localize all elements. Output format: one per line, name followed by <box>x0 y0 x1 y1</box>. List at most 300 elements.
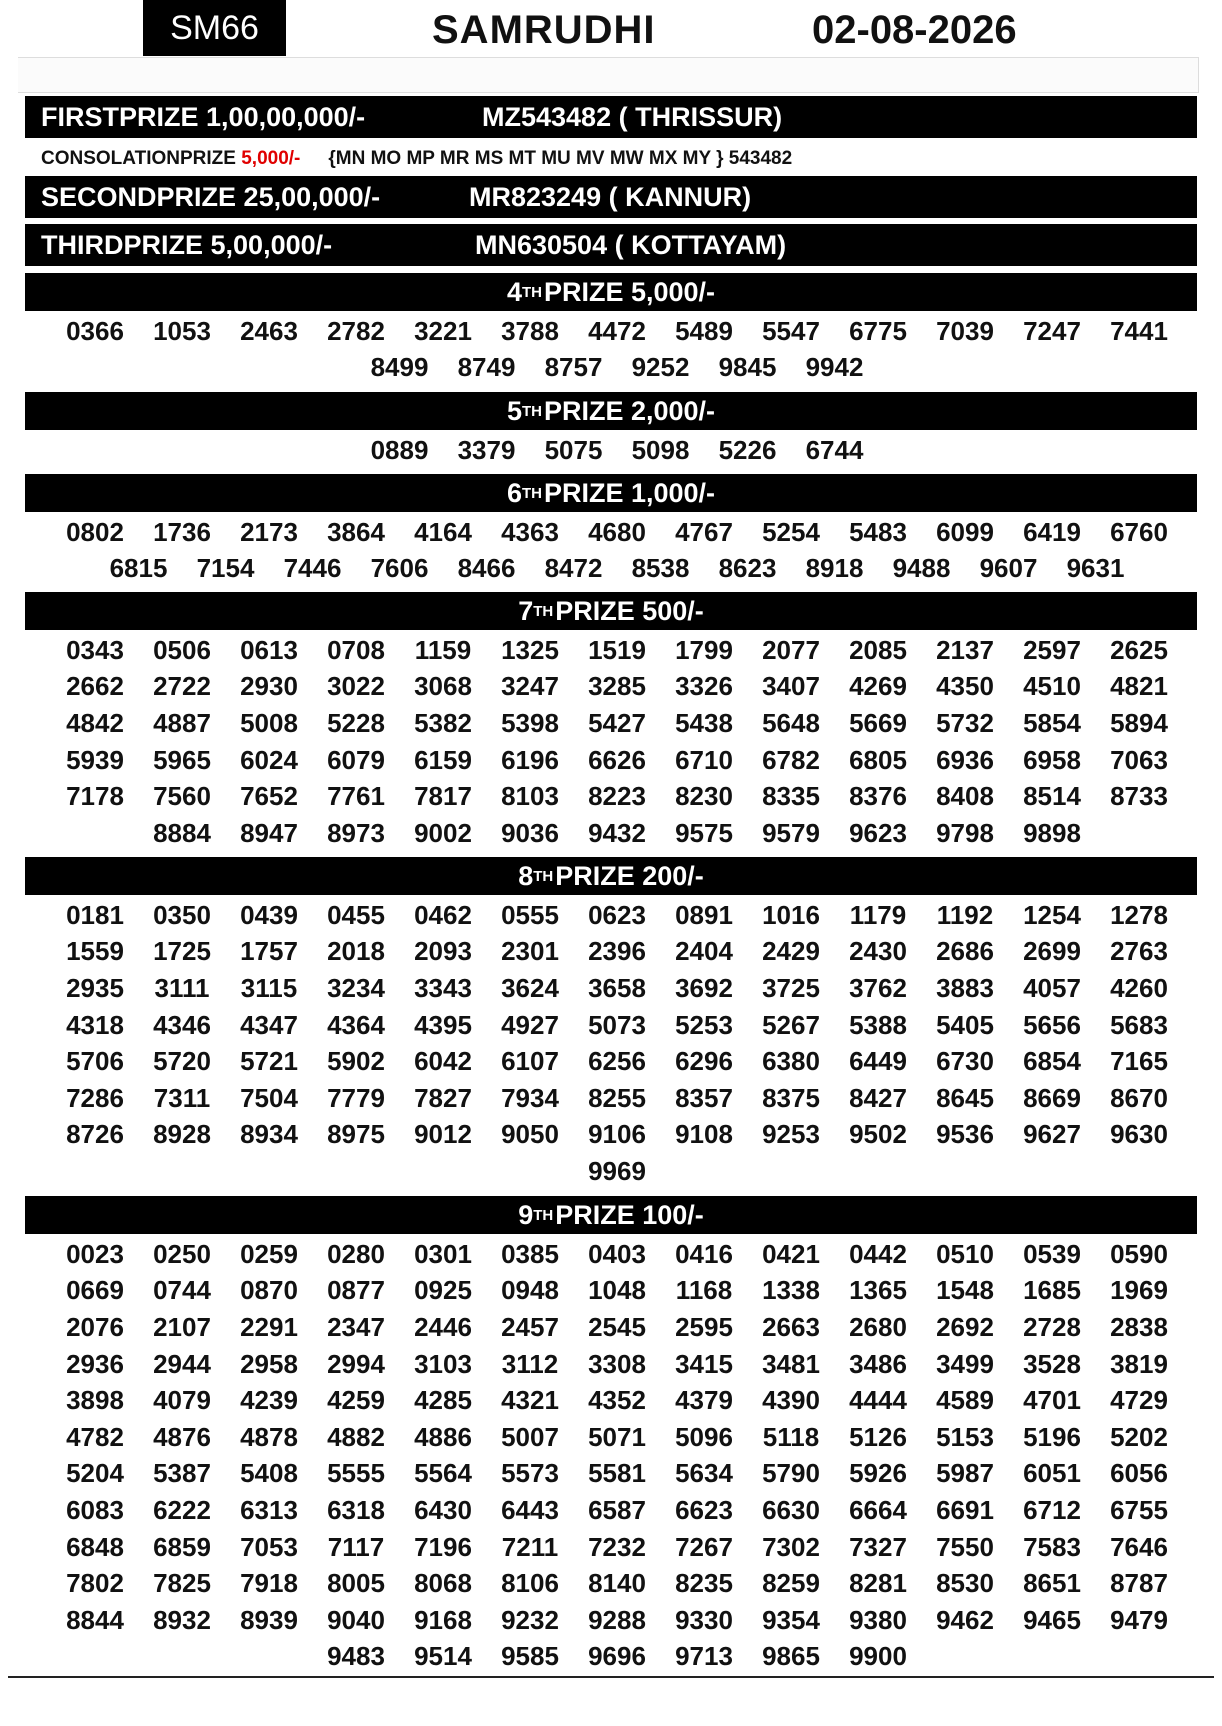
winning-number: 4321 <box>501 1385 559 1416</box>
winning-number: 0181 <box>66 899 124 930</box>
winning-number: 2662 <box>66 671 124 702</box>
winning-number: 4285 <box>414 1385 472 1416</box>
winning-number: 9798 <box>936 817 994 848</box>
page-header <box>0 0 1222 58</box>
winning-number: 3234 <box>327 972 385 1003</box>
winning-number: 2085 <box>849 634 907 665</box>
prize-ordinal: 5 <box>506 395 522 426</box>
winning-number: 3725 <box>762 972 820 1003</box>
number-row <box>37 514 1197 551</box>
winning-number: 1559 <box>66 936 124 967</box>
winning-number: 4239 <box>240 1385 298 1416</box>
winning-number: 4346 <box>153 1009 211 1040</box>
winning-number: 0925 <box>414 1275 472 1306</box>
winning-number: 9942 <box>805 352 864 383</box>
winning-number: 5547 <box>762 315 820 346</box>
winning-number: 4821 <box>1110 671 1168 702</box>
winning-number: 6691 <box>936 1494 994 1525</box>
winning-number: 1179 <box>849 899 907 930</box>
winning-number: 7802 <box>66 1568 124 1599</box>
winning-number: 7652 <box>240 781 298 812</box>
winning-number: 5669 <box>849 707 907 738</box>
winning-number: 2994 <box>327 1348 385 1379</box>
winning-number: 2663 <box>762 1311 820 1342</box>
draw-date: 02-08-2026 <box>812 8 1017 52</box>
winning-number: 2107 <box>153 1311 211 1342</box>
winning-number: 9696 <box>588 1641 646 1672</box>
number-row <box>37 313 1197 350</box>
winning-number: 1519 <box>588 634 646 665</box>
winning-number: 7178 <box>66 781 124 812</box>
number-row <box>37 1382 1197 1419</box>
winning-number: 0708 <box>327 634 385 665</box>
winning-number: 3883 <box>936 972 994 1003</box>
consolation-series: {MN MO MP MR MS MT MU MV MW MX MY } 543482 <box>328 148 793 169</box>
winning-number: 8005 <box>327 1568 385 1599</box>
number-row <box>37 1236 1197 1273</box>
winning-number: 5408 <box>240 1458 298 1489</box>
winning-number: 4767 <box>675 516 733 547</box>
winning-number: 4444 <box>849 1385 907 1416</box>
prize-ordinal-suffix: TH <box>521 402 542 420</box>
winning-number: 8757 <box>544 352 603 383</box>
winning-number: 2958 <box>240 1348 298 1379</box>
winning-number: 6848 <box>66 1531 124 1562</box>
winning-number: 8376 <box>849 781 907 812</box>
winning-number: 1016 <box>762 899 820 930</box>
winning-number: 8934 <box>240 1119 298 1150</box>
winning-number: 8140 <box>588 1568 646 1599</box>
winning-number: 1338 <box>762 1275 820 1306</box>
winning-number: 4260 <box>1110 972 1168 1003</box>
winning-number: 8223 <box>588 781 646 812</box>
prize-bar-5 <box>25 392 1197 430</box>
winning-number: 6782 <box>762 744 820 775</box>
winning-number: 6730 <box>936 1046 994 1077</box>
first-prize-label: FIRSTPRIZE <box>41 101 199 132</box>
winning-number: 8427 <box>849 1082 907 1113</box>
winning-number: 7302 <box>762 1531 820 1562</box>
winning-number: 9479 <box>1110 1604 1168 1635</box>
winning-number: 7583 <box>1023 1531 1081 1562</box>
winning-number: 2347 <box>327 1311 385 1342</box>
winning-number: 0250 <box>153 1238 211 1269</box>
prize-ordinal: 8 <box>518 860 534 891</box>
winning-number: 9253 <box>762 1119 820 1150</box>
winning-number: 5007 <box>501 1421 559 1452</box>
winning-number: 4842 <box>66 707 124 738</box>
winning-number: 4352 <box>588 1385 646 1416</box>
winning-number: 9575 <box>675 817 733 848</box>
winning-number: 7918 <box>240 1568 298 1599</box>
prize-ordinal-suffix: TH <box>533 1206 554 1224</box>
winning-number: 0623 <box>588 899 646 930</box>
winning-number: 8749 <box>457 352 516 383</box>
winning-number: 0350 <box>153 899 211 930</box>
winning-number: 5573 <box>501 1458 559 1489</box>
winning-number: 4395 <box>414 1009 472 1040</box>
winning-number: 2692 <box>936 1311 994 1342</box>
winning-number: 5253 <box>675 1009 733 1040</box>
number-row <box>37 1007 1197 1044</box>
winning-number: 9969 <box>588 1155 646 1186</box>
prize-ordinal-suffix: TH <box>533 867 554 885</box>
winning-number: 9465 <box>1023 1604 1081 1635</box>
second-prize-label: SECONDPRIZE <box>41 181 237 212</box>
winning-number: 7827 <box>414 1082 472 1113</box>
winning-number: 2301 <box>501 936 559 967</box>
winning-number: 6313 <box>240 1494 298 1525</box>
winning-number: 6196 <box>501 744 559 775</box>
prize-numbers-8 <box>37 897 1197 1190</box>
winning-number: 0948 <box>501 1275 559 1306</box>
winning-number: 9108 <box>675 1119 733 1150</box>
winning-number: 2404 <box>675 936 733 967</box>
number-row <box>37 934 1197 971</box>
winning-number: 5073 <box>588 1009 646 1040</box>
winning-number: 2137 <box>936 634 994 665</box>
third-prize-label: THIRDPRIZE <box>41 229 203 260</box>
winning-number: 2680 <box>849 1311 907 1342</box>
winning-number: 0613 <box>240 634 298 665</box>
winning-number: 0301 <box>414 1238 472 1269</box>
winning-number: 7504 <box>240 1082 298 1113</box>
winning-number: 9502 <box>849 1119 907 1150</box>
winning-number: 8514 <box>1023 781 1081 812</box>
prize-label: PRIZE 200/- <box>555 860 704 891</box>
winning-number: 6630 <box>762 1494 820 1525</box>
winning-number: 1053 <box>153 315 211 346</box>
winning-number: 7211 <box>501 1531 559 1562</box>
winning-number: 0669 <box>66 1275 124 1306</box>
winning-number: 1736 <box>153 516 211 547</box>
winning-number: 2597 <box>1023 634 1081 665</box>
winning-number: 6755 <box>1110 1494 1168 1525</box>
winning-number: 0891 <box>675 899 733 930</box>
winning-number: 0343 <box>66 634 124 665</box>
prize-numbers-6 <box>37 514 1197 587</box>
winning-number: 8939 <box>240 1604 298 1635</box>
winning-number: 9432 <box>588 817 646 848</box>
consolation-amount: 5,000/- <box>241 148 301 169</box>
winning-number: 5126 <box>849 1421 907 1452</box>
winning-number: 5790 <box>762 1458 820 1489</box>
winning-number: 4876 <box>153 1421 211 1452</box>
winning-number: 8973 <box>327 817 385 848</box>
winning-number: 1969 <box>1110 1275 1168 1306</box>
winning-number: 3788 <box>501 315 559 346</box>
winning-number: 8335 <box>762 781 820 812</box>
winning-number: 8068 <box>414 1568 472 1599</box>
second-prize-winner: MR823249 ( KANNUR) <box>469 181 752 212</box>
winning-number: 5226 <box>718 434 777 465</box>
winning-number: 4350 <box>936 671 994 702</box>
winning-number: 8670 <box>1110 1082 1168 1113</box>
winning-number: 5388 <box>849 1009 907 1040</box>
winning-number: 8281 <box>849 1568 907 1599</box>
winning-number: 5382 <box>414 707 472 738</box>
prize-ordinal: 4 <box>506 276 522 307</box>
winning-number: 3022 <box>327 671 385 702</box>
winning-number: 6712 <box>1023 1494 1081 1525</box>
winning-number: 2625 <box>1110 634 1168 665</box>
winning-number: 8669 <box>1023 1082 1081 1113</box>
prize-numbers-4 <box>37 313 1197 386</box>
winning-number: 9354 <box>762 1604 820 1635</box>
winning-number: 3308 <box>588 1348 646 1379</box>
winning-number: 2173 <box>240 516 298 547</box>
winning-number: 3326 <box>675 671 733 702</box>
winning-number: 4164 <box>414 516 472 547</box>
winning-number: 5196 <box>1023 1421 1081 1452</box>
winning-number: 1685 <box>1023 1275 1081 1306</box>
prize-ordinal-suffix: TH <box>533 602 554 620</box>
winning-number: 1725 <box>153 936 211 967</box>
winning-number: 7247 <box>1023 315 1081 346</box>
winning-number: 4927 <box>501 1009 559 1040</box>
winning-number: 4878 <box>240 1421 298 1452</box>
number-row <box>37 1153 1197 1190</box>
winning-number: 5228 <box>327 707 385 738</box>
winning-number: 5427 <box>588 707 646 738</box>
winning-number: 3343 <box>414 972 472 1003</box>
winning-number: 3898 <box>66 1385 124 1416</box>
winning-number: 1048 <box>588 1275 646 1306</box>
winning-number: 4347 <box>240 1009 298 1040</box>
number-row <box>37 350 1197 387</box>
winning-number: 8787 <box>1110 1568 1168 1599</box>
winning-number: 5564 <box>414 1458 472 1489</box>
winning-number: 4886 <box>414 1421 472 1452</box>
winning-number: 6805 <box>849 744 907 775</box>
winning-number: 5071 <box>588 1421 646 1452</box>
winning-number: 6815 <box>109 553 168 584</box>
winning-number: 2728 <box>1023 1311 1081 1342</box>
winning-number: 6623 <box>675 1494 733 1525</box>
winning-number: 5902 <box>327 1046 385 1077</box>
winning-number: 7154 <box>196 553 255 584</box>
winning-number: 9380 <box>849 1604 907 1635</box>
winning-number: 6296 <box>675 1046 733 1077</box>
winning-number: 4782 <box>66 1421 124 1452</box>
winning-number: 2936 <box>66 1348 124 1379</box>
winning-number: 2722 <box>153 671 211 702</box>
winning-number: 0455 <box>327 899 385 930</box>
winning-number: 7934 <box>501 1082 559 1113</box>
winning-number: 4318 <box>66 1009 124 1040</box>
winning-number: 8884 <box>153 817 211 848</box>
winning-number: 9036 <box>501 817 559 848</box>
winning-number: 3115 <box>240 972 298 1003</box>
winning-number: 0889 <box>370 434 429 465</box>
winning-number: 6419 <box>1023 516 1081 547</box>
winning-number: 9898 <box>1023 817 1081 848</box>
lottery-title: SAMRUDHI <box>432 8 656 52</box>
winning-number: 2699 <box>1023 936 1081 967</box>
winning-number: 4882 <box>327 1421 385 1452</box>
winning-number: 5656 <box>1023 1009 1081 1040</box>
number-row <box>37 778 1197 815</box>
winning-number: 3379 <box>457 434 516 465</box>
number-row <box>37 815 1197 852</box>
winning-number: 8918 <box>805 553 864 584</box>
winning-number: 4729 <box>1110 1385 1168 1416</box>
winning-number: 2838 <box>1110 1311 1168 1342</box>
third-prize-bar <box>25 224 1197 266</box>
winning-number: 2763 <box>1110 936 1168 967</box>
winning-number: 0023 <box>66 1238 124 1269</box>
winning-number: 6083 <box>66 1494 124 1525</box>
winning-number: 5965 <box>153 744 211 775</box>
winning-number: 5438 <box>675 707 733 738</box>
winning-number: 8103 <box>501 781 559 812</box>
second-prize-bar <box>25 176 1197 218</box>
winning-number: 8235 <box>675 1568 733 1599</box>
winning-number: 3864 <box>327 516 385 547</box>
winning-number: 5926 <box>849 1458 907 1489</box>
winning-number: 0802 <box>66 516 124 547</box>
winning-number: 0462 <box>414 899 472 930</box>
winning-number: 3111 <box>154 972 210 1003</box>
prize-ordinal-suffix: TH <box>521 283 542 301</box>
winning-number: 6380 <box>762 1046 820 1077</box>
winning-number: 6664 <box>849 1494 907 1525</box>
winning-number: 4269 <box>849 671 907 702</box>
winning-number: 2595 <box>675 1311 733 1342</box>
winning-number: 8408 <box>936 781 994 812</box>
winning-number: 1757 <box>240 936 298 967</box>
winning-number: 5096 <box>675 1421 733 1452</box>
winning-number: 0870 <box>240 1275 298 1306</box>
winning-number: 6775 <box>849 315 907 346</box>
winning-number: 5939 <box>66 744 124 775</box>
winning-number: 8947 <box>240 817 298 848</box>
winning-number: 5721 <box>240 1046 298 1077</box>
winning-number: 0439 <box>240 899 298 930</box>
winning-number: 1799 <box>675 634 733 665</box>
winning-number: 2545 <box>588 1311 646 1342</box>
number-row <box>37 1456 1197 1493</box>
winning-number: 2935 <box>66 972 124 1003</box>
winning-number: 7606 <box>370 553 429 584</box>
winning-number: 5075 <box>544 434 603 465</box>
winning-number: 6760 <box>1110 516 1168 547</box>
prize-ordinal: 7 <box>518 595 534 626</box>
winning-number: 3112 <box>501 1348 559 1379</box>
winning-number: 7267 <box>675 1531 733 1562</box>
winning-number: 4079 <box>153 1385 211 1416</box>
winning-number: 6936 <box>936 744 994 775</box>
first-prize-amount: 1,00,00,000/- <box>206 101 366 132</box>
winning-number: 0416 <box>675 1238 733 1269</box>
number-row <box>37 669 1197 706</box>
number-row <box>37 705 1197 742</box>
winning-number: 9106 <box>588 1119 646 1150</box>
winning-number: 7560 <box>153 781 211 812</box>
winning-number: 5648 <box>762 707 820 738</box>
winning-number: 0442 <box>849 1238 907 1269</box>
winning-number: 6318 <box>327 1494 385 1525</box>
winning-number: 9288 <box>588 1604 646 1635</box>
winning-number: 9330 <box>675 1604 733 1635</box>
number-row <box>37 432 1197 469</box>
winning-number: 9631 <box>1066 553 1125 584</box>
winning-number: 0259 <box>240 1238 298 1269</box>
first-prize-bar <box>25 96 1197 138</box>
winning-number: 2446 <box>414 1311 472 1342</box>
winning-number: 5489 <box>675 315 733 346</box>
winning-number: 5720 <box>153 1046 211 1077</box>
winning-number: 9579 <box>762 817 820 848</box>
winning-number: 2457 <box>501 1311 559 1342</box>
winning-number: 4472 <box>588 315 646 346</box>
prize-label: PRIZE 2,000/- <box>543 395 716 426</box>
winning-number: 7779 <box>327 1082 385 1113</box>
winning-number: 5398 <box>501 707 559 738</box>
number-row <box>37 1309 1197 1346</box>
winning-number: 8466 <box>457 553 516 584</box>
winning-number: 6430 <box>414 1494 472 1525</box>
winning-number: 5555 <box>327 1458 385 1489</box>
winning-number: 8375 <box>762 1082 820 1113</box>
winning-number: 3658 <box>588 972 646 1003</box>
winning-number: 6958 <box>1023 744 1081 775</box>
winning-number: 6056 <box>1110 1458 1168 1489</box>
winning-number: 5683 <box>1110 1009 1168 1040</box>
consolation-label: CONSOLATIONPRIZE <box>41 148 236 169</box>
winning-number: 3692 <box>675 972 733 1003</box>
number-row <box>37 970 1197 1007</box>
winning-number: 9585 <box>501 1641 559 1672</box>
third-prize-winner: MN630504 ( KOTTAYAM) <box>475 229 787 260</box>
winning-number: 8733 <box>1110 781 1168 812</box>
winning-number: 5987 <box>936 1458 994 1489</box>
winning-number: 8726 <box>66 1119 124 1150</box>
winning-number: 0555 <box>501 899 559 930</box>
winning-number: 8645 <box>936 1082 994 1113</box>
winning-number: 3481 <box>762 1348 820 1379</box>
winning-number: 6042 <box>414 1046 472 1077</box>
number-row <box>37 1117 1197 1154</box>
number-row <box>37 551 1197 588</box>
winning-number: 5008 <box>240 707 298 738</box>
prize-numbers-5 <box>37 432 1197 469</box>
winning-number: 2429 <box>762 936 820 967</box>
winning-number: 0421 <box>762 1238 820 1269</box>
winning-number: 8499 <box>370 352 429 383</box>
winning-number: 9168 <box>414 1604 472 1635</box>
number-row <box>37 1639 1197 1676</box>
winning-number: 1365 <box>849 1275 907 1306</box>
winning-number: 9050 <box>501 1119 559 1150</box>
winning-number: 6859 <box>153 1531 211 1562</box>
prize-bar-9 <box>25 1196 1197 1234</box>
winning-number: 8357 <box>675 1082 733 1113</box>
winning-number: 3624 <box>501 972 559 1003</box>
prize-label: PRIZE 100/- <box>555 1199 704 1230</box>
winning-number: 1192 <box>936 899 994 930</box>
winning-number: 2077 <box>762 634 820 665</box>
number-row <box>37 1565 1197 1602</box>
winning-number: 5387 <box>153 1458 211 1489</box>
winning-number: 8538 <box>631 553 690 584</box>
winning-number: 9252 <box>631 352 690 383</box>
winning-number: 5204 <box>66 1458 124 1489</box>
winning-number: 3407 <box>762 671 820 702</box>
winning-number: 7117 <box>327 1531 385 1562</box>
winning-number: 7646 <box>1110 1531 1168 1562</box>
winning-number: 4680 <box>588 516 646 547</box>
